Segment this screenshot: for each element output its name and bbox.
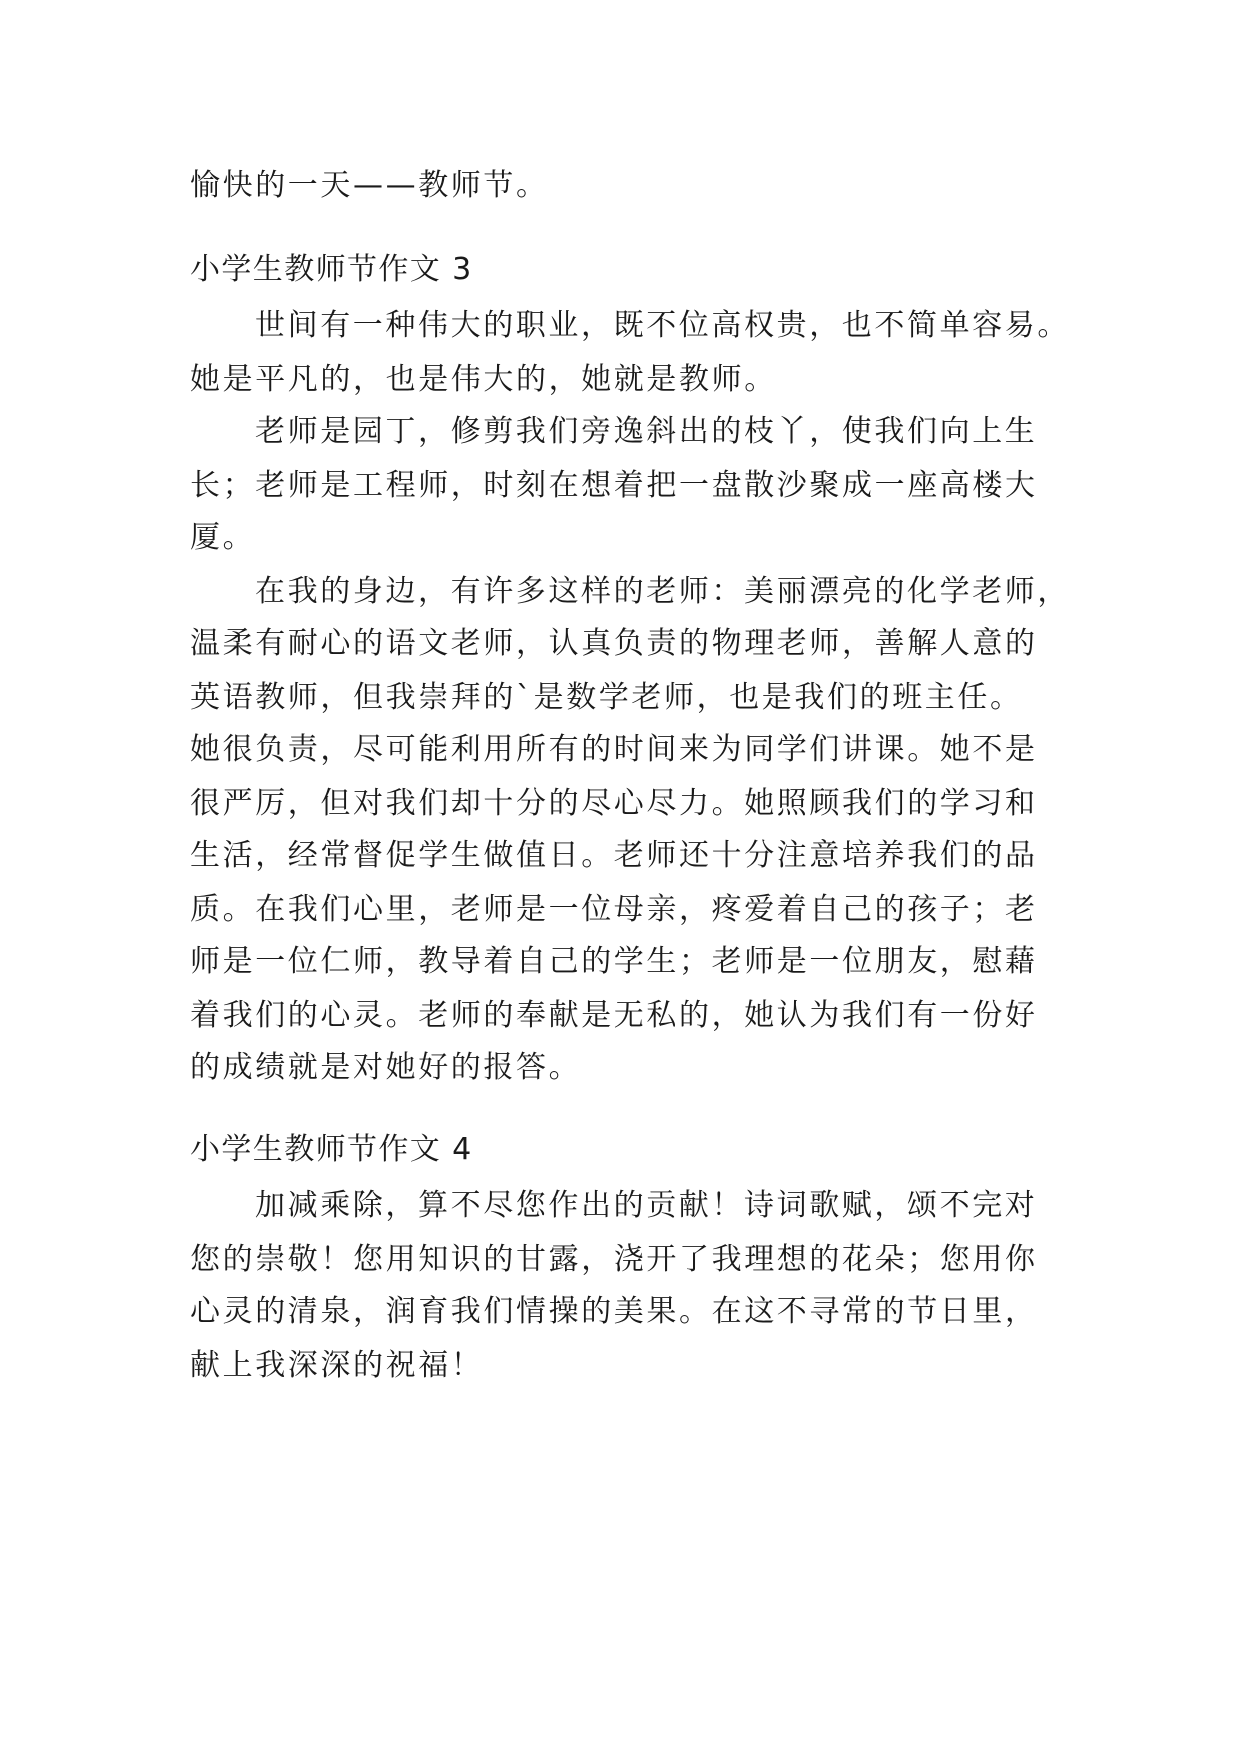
paragraph-line: 世间有一种伟大的职业，既不位高权贵，也不简单容易。 xyxy=(255,308,1070,343)
paragraph-line: 加减乘除，算不尽您作出的贡献！诗词歌赋，颂不完对 xyxy=(255,1188,1038,1223)
paragraph-line: 在我的身边，有许多这样的老师：美丽漂亮的化学老师， xyxy=(255,574,1070,609)
paragraph-line: 很严厉，但对我们却十分的尽心尽力。她照顾我们的学习和 xyxy=(190,786,1038,821)
paragraph-line: 您的崇敬！您用知识的甘露，浇开了我理想的花朵；您用你 xyxy=(190,1242,1038,1277)
paragraph-line: 厦。 xyxy=(190,520,256,555)
paragraph-line: 心灵的清泉，润育我们情操的美果。在这不寻常的节日里， xyxy=(190,1294,1038,1329)
paragraph-line: 师是一位仁师，教导着自己的学生；老师是一位朋友，慰藉 xyxy=(190,944,1038,979)
paragraph-line: 质。在我们心里，老师是一位母亲，疼爱着自己的孩子；老 xyxy=(190,892,1038,927)
paragraph-line: 的成绩就是对她好的报答。 xyxy=(190,1050,582,1085)
paragraph-line: 献上我深深的祝福！ xyxy=(190,1348,484,1383)
paragraph-line: 英语教师，但我崇拜的`是数学老师，也是我们的班主任。 xyxy=(190,680,1023,715)
paragraph-line: 她是平凡的，也是伟大的，她就是教师。 xyxy=(190,362,777,397)
section-heading-4: 小学生教师节作文 4 xyxy=(190,1132,473,1167)
paragraph-line: 温柔有耐心的语文老师，认真负责的物理老师，善解人意的 xyxy=(190,626,1038,661)
paragraph-line: 生活，经常督促学生做值日。老师还十分注意培养我们的品 xyxy=(190,838,1038,873)
continuation-line: 愉快的一天——教师节。 xyxy=(190,168,549,203)
paragraph-line: 老师是园丁，修剪我们旁逸斜出的枝丫，使我们向上生 xyxy=(255,414,1038,449)
paragraph-line: 着我们的心灵。老师的奉献是无私的，她认为我们有一份好 xyxy=(190,998,1038,1033)
paragraph-line: 她很负责，尽可能利用所有的时间来为同学们讲课。她不是 xyxy=(190,732,1038,767)
paragraph-line: 长；老师是工程师，时刻在想着把一盘散沙聚成一座高楼大 xyxy=(190,468,1038,503)
section-heading-3: 小学生教师节作文 3 xyxy=(190,252,473,287)
